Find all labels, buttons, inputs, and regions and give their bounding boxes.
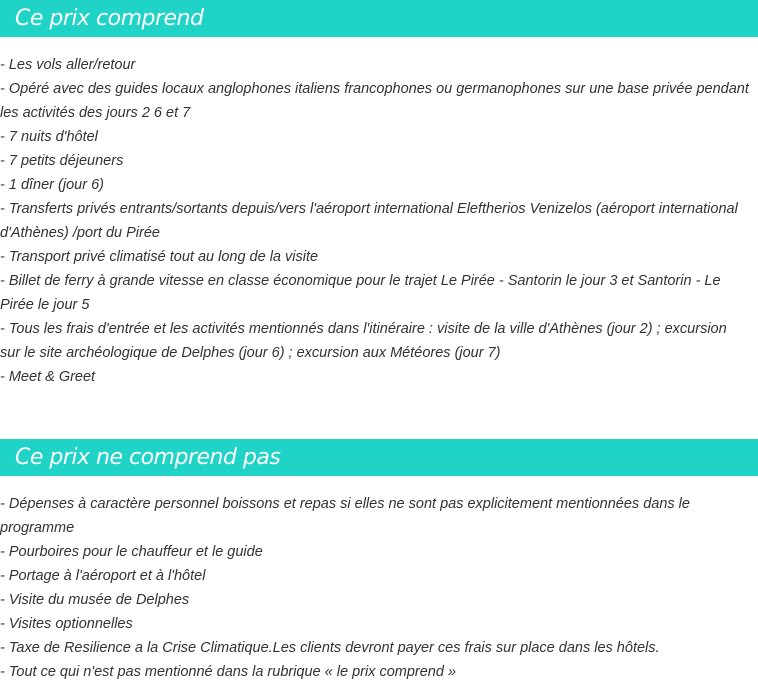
excluded-section (0, 439, 758, 684)
included-list (0, 37, 758, 389)
included-item-dinner: - 1 dîner (jour 6) (0, 177, 104, 193)
included-item-hotel-nights: - 7 nuits d'hôtel (0, 129, 98, 145)
included-item-meet-greet: - Meet & Greet (0, 369, 96, 385)
included-header (0, 0, 758, 37)
excluded-item-portage: - Portage à l'aéroport et à l'hôtel (0, 568, 206, 584)
excluded-item-climate-tax: - Taxe de Resilience a la Crise Climatique.Les clients devront payer ces frais sur place dans les hôtels. (0, 640, 660, 656)
included-item-entry-fees: - Tous les frais d'entrée et les activités mentionnés dans l'itinéraire : visite de la ville d'Athènes (jour 2) ; excursion sur le site archéologique de Delphes (jour 6) ; excursion aux Météores (jour 7) (0, 321, 727, 361)
included-title: Ce prix comprend (15, 6, 204, 31)
excluded-item-other: - Tout ce qui n'est pas mentionné dans la rubrique « le prix comprend » (0, 664, 457, 680)
included-item-flights: - Les vols aller/retour (0, 57, 136, 73)
included-item-guides: - Opéré avec des guides locaux anglophones italiens francophones ou germanophones sur une base privée pendant les activités des jours 2 6 et 7 (0, 81, 749, 121)
excluded-title: Ce prix ne comprend pas (15, 445, 281, 470)
excluded-item-tips: - Pourboires pour le chauffeur et le guide (0, 544, 263, 560)
included-item-breakfasts: - 7 petits déjeuners (0, 153, 124, 169)
excluded-item-museum: - Visite du musée de Delphes (0, 592, 190, 608)
included-item-ferry: - Billet de ferry à grande vitesse en classe économique pour le trajet Le Pirée - Santorin le jour 3 et Santorin - Le Pirée le jour 5 (0, 273, 721, 313)
included-item-transport: - Transport privé climatisé tout au long de la visite (0, 249, 319, 265)
excluded-item-personal-expenses: - Dépenses à caractère personnel boissons et repas si elles ne sont pas explicitement mentionnées dans le programme (0, 496, 690, 536)
excluded-item-optional-visits: - Visites optionnelles (0, 616, 133, 632)
included-item-transfers: - Transferts privés entrants/sortants depuis/vers l'aéroport international Eleftherios Venizelos (aéroport international d'Athènes) /port du Pirée (0, 201, 738, 241)
excluded-header (0, 439, 758, 476)
excluded-list (0, 476, 758, 684)
